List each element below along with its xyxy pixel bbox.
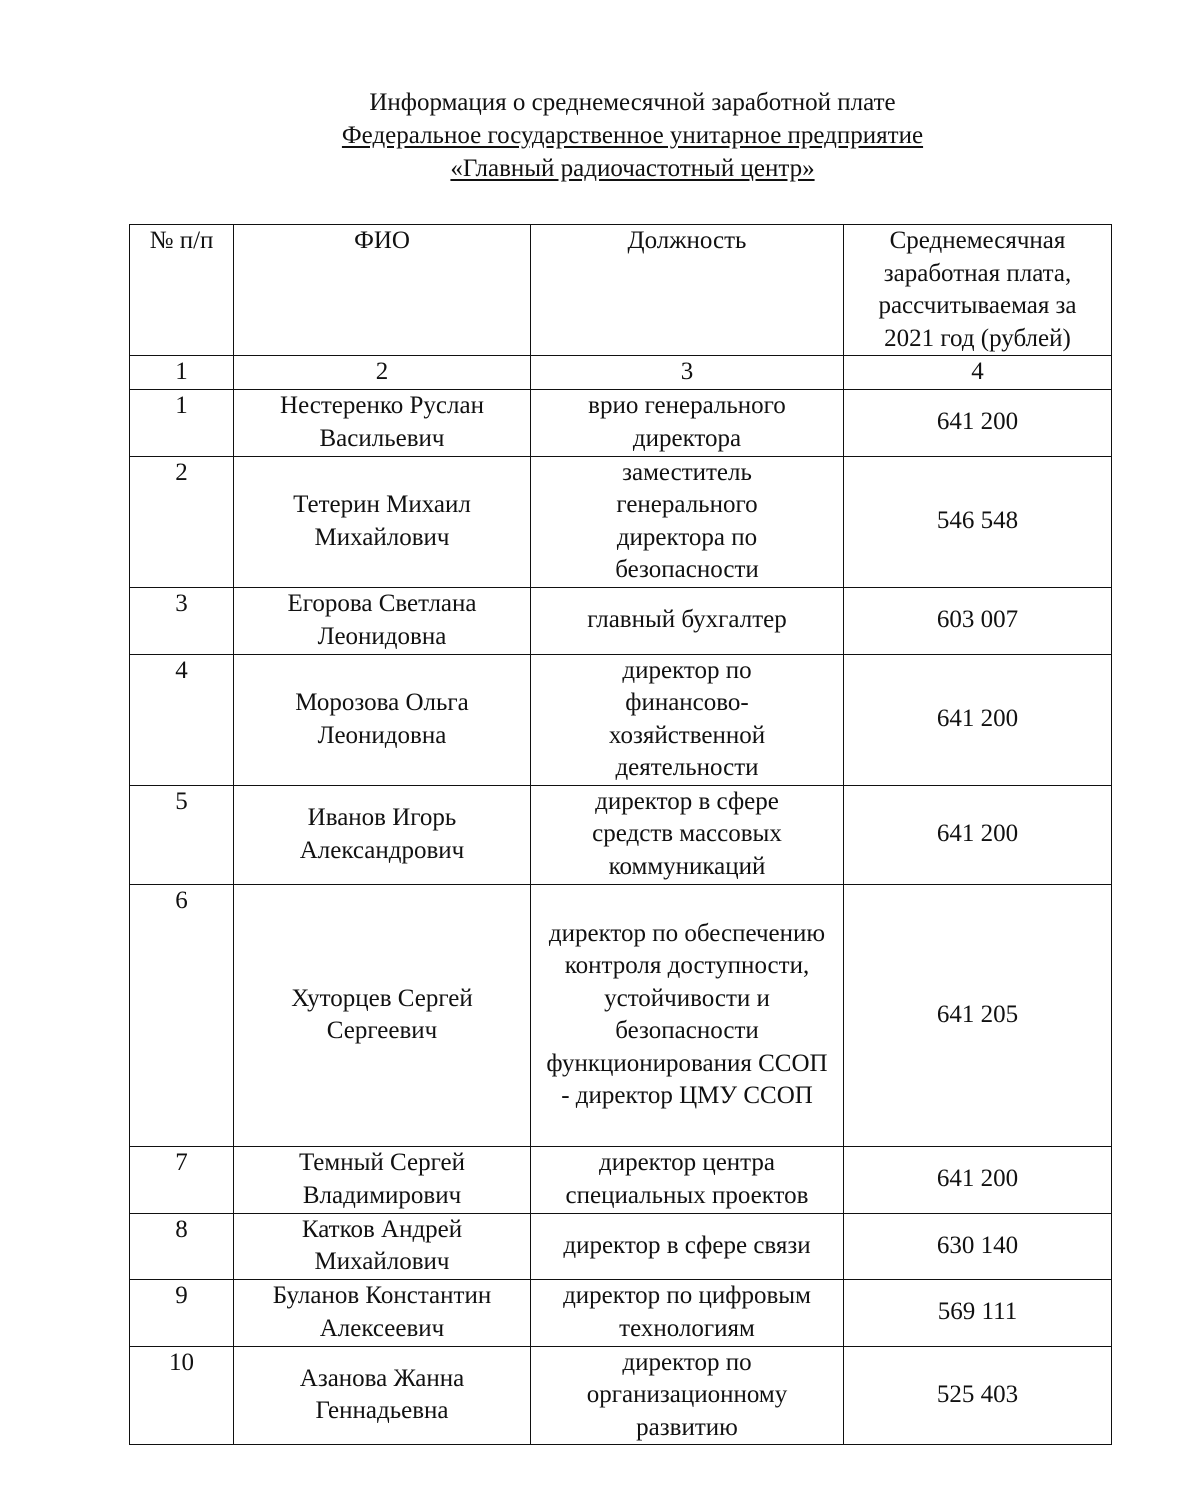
employee-position: директор центра специальных проектов bbox=[531, 1146, 844, 1213]
employee-name: Катков Андрей Михайлович bbox=[234, 1213, 531, 1279]
employee-salary: 641 205 bbox=[844, 884, 1112, 1146]
employee-salary: 603 007 bbox=[844, 587, 1112, 654]
column-number: 4 bbox=[844, 356, 1112, 390]
column-number: 1 bbox=[130, 356, 234, 390]
column-number: 2 bbox=[234, 356, 531, 390]
row-number: 9 bbox=[130, 1279, 234, 1346]
table-row bbox=[130, 1146, 1112, 1213]
employee-salary: 641 200 bbox=[844, 785, 1112, 884]
column-number: 3 bbox=[531, 356, 844, 390]
table-row bbox=[130, 654, 1112, 785]
row-number: 6 bbox=[130, 884, 234, 1146]
table-row bbox=[130, 884, 1112, 1146]
employee-name: Хуторцев Сергей Сергеевич bbox=[234, 884, 531, 1146]
table-row bbox=[130, 456, 1112, 587]
table-row bbox=[130, 587, 1112, 654]
employee-position: директор в сфере связи bbox=[531, 1213, 844, 1279]
title-line-3: «Главный радиочастотный центр» bbox=[450, 155, 815, 182]
row-number: 10 bbox=[130, 1346, 234, 1445]
employee-salary: 641 200 bbox=[844, 1146, 1112, 1213]
employee-position: директор по обеспечению контроля доступности, устойчивости и безопасности функционирования ССОП - директор ЦМУ ССОП bbox=[531, 884, 844, 1146]
employee-position: главный бухгалтер bbox=[531, 587, 844, 654]
table-row bbox=[130, 1346, 1112, 1445]
header-position: Должность bbox=[531, 225, 844, 356]
document-title bbox=[0, 86, 1200, 185]
row-number: 7 bbox=[130, 1146, 234, 1213]
row-number: 5 bbox=[130, 785, 234, 884]
employee-position: заместитель генерального директора по безопасности bbox=[531, 456, 844, 587]
employee-name: Иванов Игорь Александрович bbox=[234, 785, 531, 884]
employee-position: директор по финансово-хозяйственной деятельности bbox=[531, 654, 844, 785]
employee-name: Морозова Ольга Леонидовна bbox=[234, 654, 531, 785]
column-number-row bbox=[130, 356, 1112, 390]
employee-position: директор в сфере средств массовых коммуникаций bbox=[531, 785, 844, 884]
employee-salary: 569 111 bbox=[844, 1279, 1112, 1346]
employee-name: Буланов Константин Алексеевич bbox=[234, 1279, 531, 1346]
employee-name: Тетерин Михаил Михайлович bbox=[234, 456, 531, 587]
employee-position: врио генерального директора bbox=[531, 389, 844, 456]
title-line-1: Информация о среднемесячной заработной плате bbox=[369, 89, 896, 116]
employee-name: Егорова Светлана Леонидовна bbox=[234, 587, 531, 654]
employee-salary: 546 548 bbox=[844, 456, 1112, 587]
table-row bbox=[130, 1213, 1112, 1279]
employee-salary: 525 403 bbox=[844, 1346, 1112, 1445]
header-salary: Среднемесячная заработная плата, рассчитываемая за 2021 год (рублей) bbox=[844, 225, 1112, 356]
employee-position: директор по организационному развитию bbox=[531, 1346, 844, 1445]
table-header-row bbox=[130, 225, 1112, 356]
row-number: 1 bbox=[130, 389, 234, 456]
title-line-2: Федеральное государственное унитарное предприятие bbox=[341, 122, 924, 149]
table-row bbox=[130, 1279, 1112, 1346]
row-number: 2 bbox=[130, 456, 234, 587]
header-name: ФИО bbox=[234, 225, 531, 356]
row-number: 8 bbox=[130, 1213, 234, 1279]
employee-salary: 630 140 bbox=[844, 1213, 1112, 1279]
employee-salary: 641 200 bbox=[844, 654, 1112, 785]
table-row bbox=[130, 389, 1112, 456]
header-number: № п/п bbox=[130, 225, 234, 356]
row-number: 3 bbox=[130, 587, 234, 654]
row-number: 4 bbox=[130, 654, 234, 785]
table-row bbox=[130, 785, 1112, 884]
employee-position: директор по цифровым технологиям bbox=[531, 1279, 844, 1346]
salary-table bbox=[129, 224, 1112, 1445]
employee-name: Азанова Жанна Геннадьевна bbox=[234, 1346, 531, 1445]
employee-name: Нестеренко Руслан Васильевич bbox=[234, 389, 531, 456]
employee-name: Темный Сергей Владимирович bbox=[234, 1146, 531, 1213]
employee-salary: 641 200 bbox=[844, 389, 1112, 456]
